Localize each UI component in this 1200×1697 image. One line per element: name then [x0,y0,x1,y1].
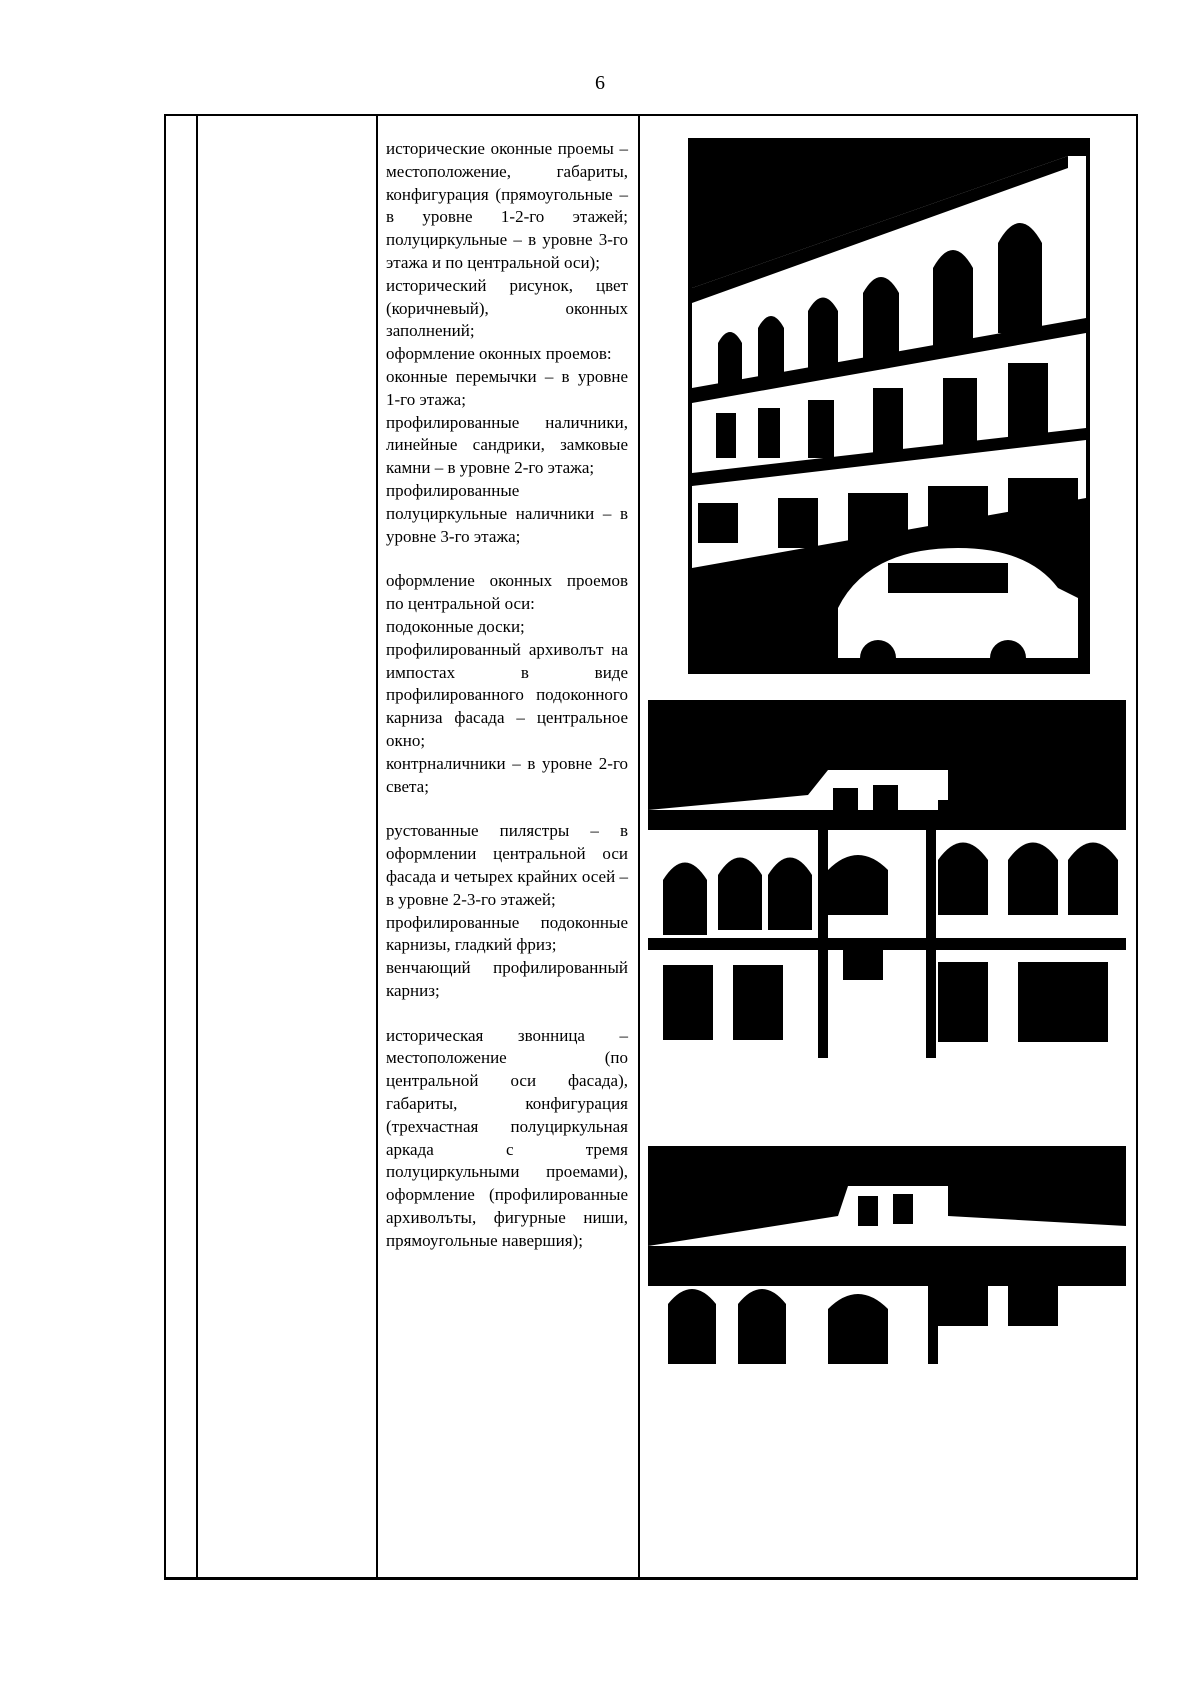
facade-photo-roofline [648,1146,1126,1364]
paragraph-counter-casings: контрналичники – в уровне 2-го света; [386,753,628,796]
paragraph-central-axis: оформление оконных проемов по центральной оси: [386,571,628,614]
column-divider-3 [638,116,640,1577]
paragraph-crowning-cornice: венчающий профилированный карниз; [386,958,628,1000]
document-table [164,114,1138,1580]
paragraph-window-casings-3: профилированные полуциркульные наличники – в уровне 3-го этажа; [386,480,628,546]
paragraph-pilasters: рустованные пилястры – в оформлении центральной оси фасада и четырех крайних осей – в уровне 2-3-го этажей; [386,821,628,909]
paragraph-archivolt: профилированный архиволът на импостах в виде профилированного подоконного карниза фасада – центральное окно; [386,639,628,750]
paragraph-window-fillings: исторический рисунок, цвет (коричневый), оконных заполнений; [386,275,628,341]
facade-photo-perspective [688,138,1090,674]
column-divider-1 [196,116,198,1577]
description-column [386,138,628,1253]
paragraph-belfry: историческая звонница – местоположение (по центральной оси фасада), габариты, конфигурация (трехчастная полуциркульная аркада с тремя полуциркульными проемами), оформление (профилированные архиволъты, фигурные ниши, прямоугольные навершия); [386,1025,628,1250]
column-divider-2 [376,116,378,1577]
paragraph-window-openings: исторические оконные проемы – местоположение, габариты, конфигурация (прямоугольные – в уровне 1-2-го этажей; полуциркульные – в уровне 3-го этажа и по центральной оси); [386,139,628,272]
paragraph-window-casings-2: профилированные наличники, линейные сандрики, замковые камни – в уровне 2-го этажа; [386,412,628,478]
facade-photo-front [648,700,1126,1058]
page-number: 6 [595,72,605,94]
paragraph-window-decoration: оформление оконных проемов: [386,344,612,364]
paragraph-sills: подоконные доски; [386,616,525,636]
paragraph-window-lintels: оконные перемычки – в уровне 1-го этажа; [386,366,628,409]
paragraph-cornices: профилированные подоконные карнизы, гладкий фриз; [386,912,628,955]
